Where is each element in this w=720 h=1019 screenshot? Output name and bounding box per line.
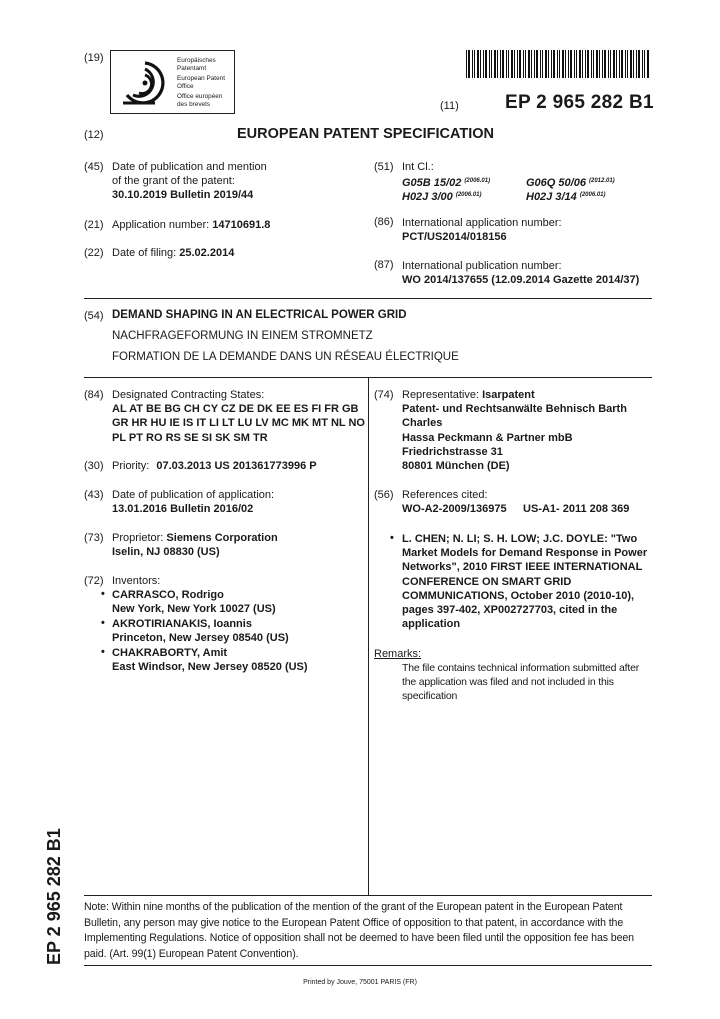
representative-line-2: Charles — [402, 417, 443, 430]
proprietor-name: Siemens Corporation — [166, 532, 278, 544]
priority-value: 07.03.2013 US 201361773996 P — [156, 460, 317, 472]
title-english: DEMAND SHAPING IN AN ELECTRICAL POWER GRID — [112, 309, 407, 321]
filing-date-value: 25.02.2014 — [179, 247, 235, 259]
code-30: (30) — [84, 460, 104, 472]
representative-line-3: Hassa Peckmann & Partner mbB — [402, 431, 573, 444]
inventor-name: CHAKRABORTY, Amit — [112, 647, 228, 659]
divider-footer-top — [84, 895, 652, 896]
code-54: (54) — [84, 310, 104, 322]
code-87: (87) — [374, 259, 394, 271]
epo-logo-box — [110, 50, 235, 114]
proprietor-address: Iselin, NJ 08830 (US) — [112, 546, 220, 559]
code-51: (51) — [374, 161, 394, 173]
intl-pub-value: WO 2014/137655 (12.09.2014 Gazette 2014/37) — [402, 274, 640, 287]
inventors-label: Inventors: — [112, 575, 161, 587]
code-22: (22) — [84, 247, 104, 259]
intl-pub-label: International publication number: — [402, 260, 562, 272]
code-19: (19) — [84, 52, 104, 64]
designated-states-label: Designated Contracting States: — [112, 389, 265, 401]
inventor-address: Princeton, New Jersey 08540 (US) — [112, 632, 289, 645]
bullet-icon: • — [101, 646, 105, 658]
side-publication-number: EP 2 965 282 B1 — [44, 828, 64, 965]
remarks-label: Remarks: — [374, 648, 422, 660]
divider-top — [84, 298, 652, 299]
code-74: (74) — [374, 389, 394, 401]
publication-number: EP 2 965 282 B1 — [505, 92, 654, 113]
remarks-text: The file contains technical information submitted after the application was filed and not included in this specification — [402, 662, 640, 703]
ipc-class-2: G06Q 50/06 $^{(2012.01)}$ — [526, 177, 615, 189]
ipc-class-1: G05B 15/02 $^{(2006.01)}$ — [402, 177, 491, 189]
reference-patent-2: US-A1- 2011 208 369 — [523, 503, 630, 515]
code-84: (84) — [84, 389, 104, 401]
inventor-name: AKROTIRIANAKIS, Ioannis — [112, 618, 252, 630]
code-21: (21) — [84, 219, 104, 231]
representative-line-5: 80801 München (DE) — [402, 460, 510, 473]
code-45: (45) — [84, 161, 104, 173]
code-72: (72) — [84, 575, 104, 587]
inventor-2 — [112, 617, 289, 645]
representative-name: Isarpatent — [482, 389, 535, 401]
proprietor-label: Proprietor: — [112, 532, 164, 544]
designated-states-line-3: PL PT RO RS SE SI SK SM TR — [112, 431, 268, 444]
office-name-de: Europäisches Patentamt — [177, 57, 216, 72]
ipc-class-4: H02J 3/14 $^{(2006.01)}$ — [526, 191, 606, 203]
representative-line-4: Friedrichstrasse 31 — [402, 445, 503, 458]
grant-date-label-1: Date of publication and mention — [112, 161, 267, 173]
references-label: References cited: — [402, 489, 488, 501]
ipc-class-3: H02J 3/00 $^{(2006.01)}$ — [402, 191, 482, 203]
opposition-note: Note: Within nine months of the publication of the mention of the grant of the European patent in the European Patent Bulletin, any person may give notice to the European Patent Office of opposition to that patent, in accordance with the Implementing Regulations. Notice of opposition shall not be deemed to have been filed until the opposition fee has been paid. (Art. 99(1) European Patent Convention). — [84, 901, 634, 960]
code-86: (86) — [374, 216, 394, 228]
code-56: (56) — [374, 489, 394, 501]
inventor-3 — [112, 646, 308, 674]
intl-app-value: PCT/US2014/018156 — [402, 231, 507, 244]
inventor-1 — [112, 588, 276, 616]
designated-states-line-2: GR HR HU IE IS IT LI LT LU LV MC MK MT NL NO — [112, 417, 365, 430]
office-name-en: European Patent Office — [177, 75, 225, 90]
code-73: (73) — [84, 532, 104, 544]
inventor-address: East Windsor, New Jersey 08520 (US) — [112, 661, 308, 674]
reference-npl: L. CHEN; N. LI; S. H. LOW; J.C. DOYLE: "Two Market Models for Demand Response in Power Networks", 2010 FIRST IEEE INTERNATIONAL CONFERENCE ON SMART GRID COMMUNICATIONS, October 2010 (2010-10), pages 397-402, XP002727703, cited in the application — [402, 533, 648, 631]
code-12: (12) — [84, 129, 104, 141]
filing-date-label: Date of filing: — [112, 247, 177, 259]
grant-date-value: 30.10.2019 Bulletin 2019/44 — [112, 189, 254, 202]
representative-line-1: Patent- und Rechtsanwälte Behnisch Barth — [402, 403, 627, 416]
printer-note: Printed by Jouve, 75001 PARIS (FR) — [303, 979, 417, 986]
priority-label: Priority: — [112, 460, 150, 472]
code-43: (43) — [84, 489, 104, 501]
code-11: (11) — [440, 100, 459, 112]
application-number-value: 14710691.8 — [212, 219, 271, 231]
column-divider — [368, 377, 369, 895]
office-name-fr: Office européen des brevets — [177, 93, 223, 108]
inventor-name: CARRASCO, Rodrigo — [112, 589, 224, 601]
divider-footer-bottom — [84, 965, 652, 966]
intl-app-label: International application number: — [402, 217, 562, 229]
int-cl-label: Int Cl.: — [402, 161, 434, 173]
representative-label: Representative: — [402, 389, 480, 401]
epo-logo-icon — [119, 55, 171, 109]
pub-application-label: Date of publication of application: — [112, 489, 275, 501]
grant-date-label-2: of the grant of the patent: — [112, 175, 235, 188]
title-french: FORMATION DE LA DEMANDE DANS UN RÉSEAU ÉLECTRIQUE — [112, 351, 459, 363]
reference-patent-1: WO-A2-2009/136975 — [402, 503, 507, 515]
inventor-address: New York, New York 10027 (US) — [112, 603, 276, 616]
title-german: NACHFRAGEFORMUNG IN EINEM STROMNETZ — [112, 330, 373, 342]
application-number-label: Application number: — [112, 219, 210, 231]
designated-states-line-1: AL AT BE BG CH CY CZ DE DK EE ES FI FR GB — [112, 403, 359, 416]
bullet-icon: • — [101, 588, 105, 600]
document-type: EUROPEAN PATENT SPECIFICATION — [237, 126, 494, 142]
pub-application-value: 13.01.2016 Bulletin 2016/02 — [112, 503, 254, 516]
bullet-icon: • — [390, 532, 394, 544]
barcode — [466, 50, 651, 78]
bullet-icon: • — [101, 617, 105, 629]
